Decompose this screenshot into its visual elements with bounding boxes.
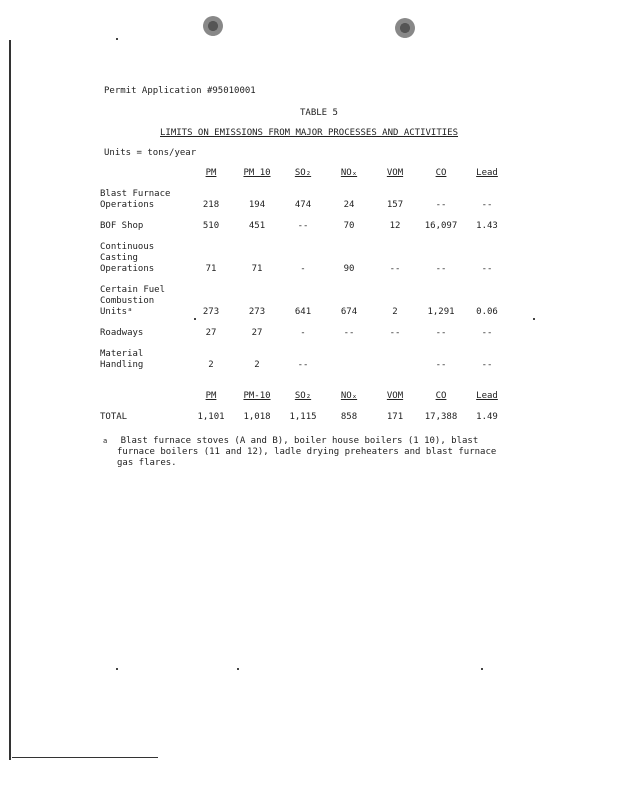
cell: 16,097 bbox=[424, 221, 458, 231]
total-cell: 1,101 bbox=[197, 412, 225, 422]
total-header-pm: PM bbox=[205, 391, 217, 401]
cell: 2 bbox=[208, 360, 214, 370]
total-header-vom: VOM bbox=[386, 391, 404, 401]
cell: -- bbox=[297, 221, 309, 231]
cell: 90 bbox=[343, 264, 355, 274]
cell: 1.43 bbox=[476, 221, 498, 231]
scan-speck bbox=[533, 318, 535, 320]
footnote-line-2: furnace boilers (11 and 12), ladle drying preheaters and blast furnace bbox=[117, 447, 497, 457]
cell: - bbox=[300, 328, 306, 338]
table-row bbox=[100, 189, 510, 200]
left-margin-line bbox=[9, 40, 11, 760]
cell: 2 bbox=[254, 360, 260, 370]
emissions-table bbox=[100, 168, 510, 423]
cell: 674 bbox=[340, 307, 358, 317]
row-label: Certain Fuel bbox=[100, 285, 166, 295]
row-label: Operations bbox=[100, 264, 155, 274]
table-row bbox=[100, 349, 510, 360]
footnote-line-1: Blast furnace stoves (A and B), boiler house boilers (1 10), blast bbox=[120, 436, 479, 446]
cell: 27 bbox=[251, 328, 263, 338]
total-row bbox=[100, 412, 510, 423]
row-label: Unitsᵃ bbox=[100, 307, 133, 317]
bottom-rule bbox=[12, 757, 158, 758]
row-label: Operations bbox=[100, 200, 155, 210]
cell: -- bbox=[481, 200, 493, 210]
cell: 451 bbox=[248, 221, 266, 231]
cell bbox=[326, 360, 372, 371]
table-row bbox=[100, 285, 510, 296]
row-label: Casting bbox=[100, 253, 138, 263]
cell: 2 bbox=[392, 307, 398, 317]
cell: 194 bbox=[248, 200, 266, 210]
row-label: Blast Furnace bbox=[100, 189, 171, 199]
total-cell: 17,388 bbox=[424, 412, 458, 422]
total-header-co: CO bbox=[435, 391, 447, 401]
row-label: Roadways bbox=[100, 328, 144, 338]
cell: 70 bbox=[343, 221, 355, 231]
table-row bbox=[100, 360, 510, 371]
cell: 273 bbox=[202, 307, 220, 317]
cell: 157 bbox=[386, 200, 404, 210]
header-nox: NOₓ bbox=[340, 168, 358, 178]
total-header-pm10: PM-10 bbox=[243, 391, 271, 401]
total-header-so2: SO₂ bbox=[294, 391, 312, 401]
row-label: Continuous bbox=[100, 242, 155, 252]
header-pm10: PM 10 bbox=[243, 168, 271, 178]
total-cell: 1.49 bbox=[476, 412, 498, 422]
cell: 0.06 bbox=[476, 307, 498, 317]
table-row bbox=[100, 328, 510, 339]
punch-hole-right bbox=[395, 18, 415, 38]
cell: 474 bbox=[294, 200, 312, 210]
table-title: LIMITS ON EMISSIONS FROM MAJOR PROCESSES AND ACTIVITIES bbox=[160, 128, 459, 138]
units-line: Units = tons/year bbox=[104, 148, 197, 158]
total-cell: 1,115 bbox=[289, 412, 317, 422]
footnote-marker: a bbox=[103, 437, 108, 445]
header-co: CO bbox=[435, 168, 447, 178]
cell: 27 bbox=[205, 328, 217, 338]
scan-speck bbox=[237, 668, 239, 670]
table-row bbox=[100, 296, 510, 307]
table-row bbox=[100, 221, 510, 232]
cell: 12 bbox=[389, 221, 401, 231]
header-lead: Lead bbox=[476, 168, 498, 178]
cell: 273 bbox=[248, 307, 266, 317]
table-row bbox=[100, 200, 510, 211]
table-number: TABLE 5 bbox=[300, 108, 338, 118]
cell: -- bbox=[481, 328, 493, 338]
cell: -- bbox=[435, 328, 447, 338]
total-label: TOTAL bbox=[100, 412, 128, 422]
punch-hole-left bbox=[203, 16, 223, 36]
row-label: Combustion bbox=[100, 296, 155, 306]
scan-speck bbox=[116, 38, 118, 40]
cell: 218 bbox=[202, 200, 220, 210]
cell: -- bbox=[481, 264, 493, 274]
total-header-row bbox=[100, 391, 510, 402]
scan-speck bbox=[481, 668, 483, 670]
table-row bbox=[100, 307, 510, 318]
table-row bbox=[100, 264, 510, 275]
total-header-lead: Lead bbox=[476, 391, 498, 401]
cell: -- bbox=[435, 360, 447, 370]
scan-speck bbox=[116, 668, 118, 670]
cell: 510 bbox=[202, 221, 220, 231]
total-cell: 171 bbox=[386, 412, 404, 422]
row-label: Material bbox=[100, 349, 144, 359]
table-row bbox=[100, 253, 510, 264]
total-header-nox: NOₓ bbox=[340, 391, 358, 401]
cell: - bbox=[300, 264, 306, 274]
cell: -- bbox=[389, 264, 401, 274]
cell: -- bbox=[389, 328, 401, 338]
cell: -- bbox=[435, 200, 447, 210]
permit-application-line: Permit Application #95010001 bbox=[104, 86, 256, 96]
row-label: BOF Shop bbox=[100, 221, 144, 231]
row-label: Handling bbox=[100, 360, 144, 370]
cell: -- bbox=[481, 360, 493, 370]
cell: 71 bbox=[205, 264, 217, 274]
cell: -- bbox=[435, 264, 447, 274]
total-cell: 858 bbox=[340, 412, 358, 422]
table-row bbox=[100, 242, 510, 253]
header-pm: PM bbox=[205, 168, 217, 178]
cell: 71 bbox=[251, 264, 263, 274]
cell: -- bbox=[297, 360, 309, 370]
total-cell: 1,018 bbox=[243, 412, 271, 422]
cell: 24 bbox=[343, 200, 355, 210]
cell bbox=[372, 360, 418, 371]
footnote bbox=[103, 436, 496, 469]
cell: 641 bbox=[294, 307, 312, 317]
cell: 1,291 bbox=[427, 307, 455, 317]
cell: -- bbox=[343, 328, 355, 338]
header-vom: VOM bbox=[386, 168, 404, 178]
footnote-line-3: gas flares. bbox=[117, 458, 177, 468]
header-so2: SO₂ bbox=[294, 168, 312, 178]
table-header-row bbox=[100, 168, 510, 179]
